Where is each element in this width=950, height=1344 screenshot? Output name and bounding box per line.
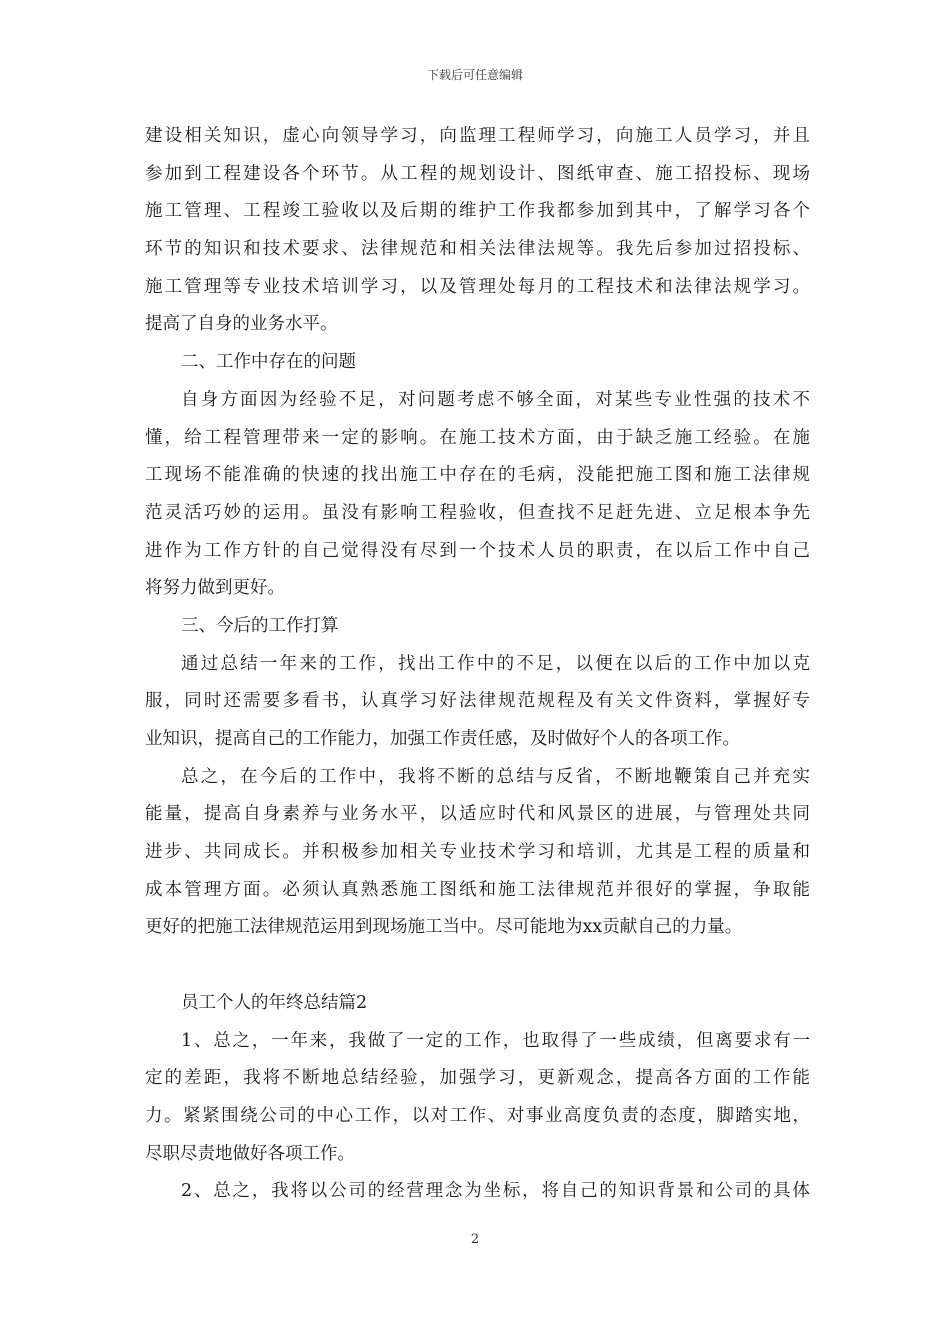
paragraph-line: 通过总结一年来的工作，找出工作中的不足，以便在以后的工作中加以克 [181, 653, 810, 674]
paragraph-line: 进作为工作方针的自己觉得没有尽到一个技术人员的职责，在以后工作中自己 [145, 540, 810, 561]
paragraph-line: 力。紧紧围绕公司的中心工作，以对工作、对事业高度负责的态度，脚踏实地， [145, 1105, 810, 1126]
paragraph-line: 建设相关知识，虚心向领导学习，向监理工程师学习，向施工人员学习，并且 [145, 126, 810, 146]
section-title: 员工个人的年终总结篇2 [181, 992, 368, 1013]
paragraph-line: 将努力做到更好。 [145, 578, 285, 599]
paragraph-line: 工现场不能准确的快速的找出施工中存在的毛病，没能把施工图和施工法律规 [145, 465, 810, 486]
paragraph-line: 懂，给工程管理带来一定的影响。在施工技术方面，由于缺乏施工经验。在施 [145, 427, 810, 448]
paragraph-line: 施工管理等专业技术培训学习，以及管理处每月的工程技术和法律法规学习。 [145, 276, 810, 297]
paragraph-line: 施工管理、工程竣工验收以及后期的维护工作我都参加到其中，了解学习各个 [145, 201, 810, 222]
document-body [145, 118, 810, 1211]
paragraph-line: 更好的把施工法律规范运用到现场施工当中。尽可能地为xx贡献自己的力量。 [145, 917, 743, 938]
paragraph-line: 2、总之，我将以公司的经营理念为坐标，将自己的知识背景和公司的具体 [181, 1181, 810, 1202]
paragraph-line: 定的差距，我将不断地总结经验，加强学习，更新观念，提高各方面的工作能 [145, 1068, 810, 1089]
paragraph-line: 1、总之，一年来，我做了一定的工作，也取得了一些成绩，但离要求有一 [181, 1030, 810, 1051]
paragraph-line: 尽职尽责地做好各项工作。 [145, 1143, 355, 1164]
section-heading: 三、今后的工作打算 [181, 615, 339, 636]
paragraph-line: 参加到工程建设各个环节。从工程的规划设计、图纸审查、施工招投标、现场 [145, 163, 810, 184]
paragraph-line: 环节的知识和技术要求、法律规范和相关法律法规等。我先后参加过招投标、 [145, 239, 810, 260]
page-header: 下载后可任意编辑 [426, 68, 523, 82]
paragraph-line: 服，同时还需要多看书，认真学习好法律规范规程及有关文件资料，掌握好专 [145, 691, 810, 712]
paragraph-line: 范灵活巧妙的运用。虽没有影响工程验收，但查找不足赶先进、立足根本争先 [145, 502, 810, 523]
paragraph-line: 业知识，提高自己的工作能力，加强工作责任感，及时做好个人的各项工作。 [145, 729, 740, 749]
page-number: 2 [470, 1232, 480, 1247]
blank-line [145, 947, 810, 985]
paragraph-line: 进步、共同成长。并积极参加相关专业技术学习和培训，尤其是工程的质量和 [145, 842, 810, 863]
paragraph-line: 总之，在今后的工作中，我将不断的总结与反省，不断地鞭策自己并充实 [181, 766, 810, 787]
section-heading: 二、工作中存在的问题 [181, 352, 356, 373]
paragraph-line: 自身方面因为经验不足，对问题考虑不够全面，对某些专业性强的技术不 [181, 389, 810, 410]
paragraph-line: 成本管理方面。必须认真熟悉施工图纸和施工法律规范并很好的掌握，争取能 [145, 879, 810, 900]
paragraph-line: 能量，提高自身素养与业务水平，以适应时代和风景区的进展，与管理处共同 [145, 804, 810, 825]
paragraph-line: 提高了自身的业务水平。 [145, 314, 338, 335]
